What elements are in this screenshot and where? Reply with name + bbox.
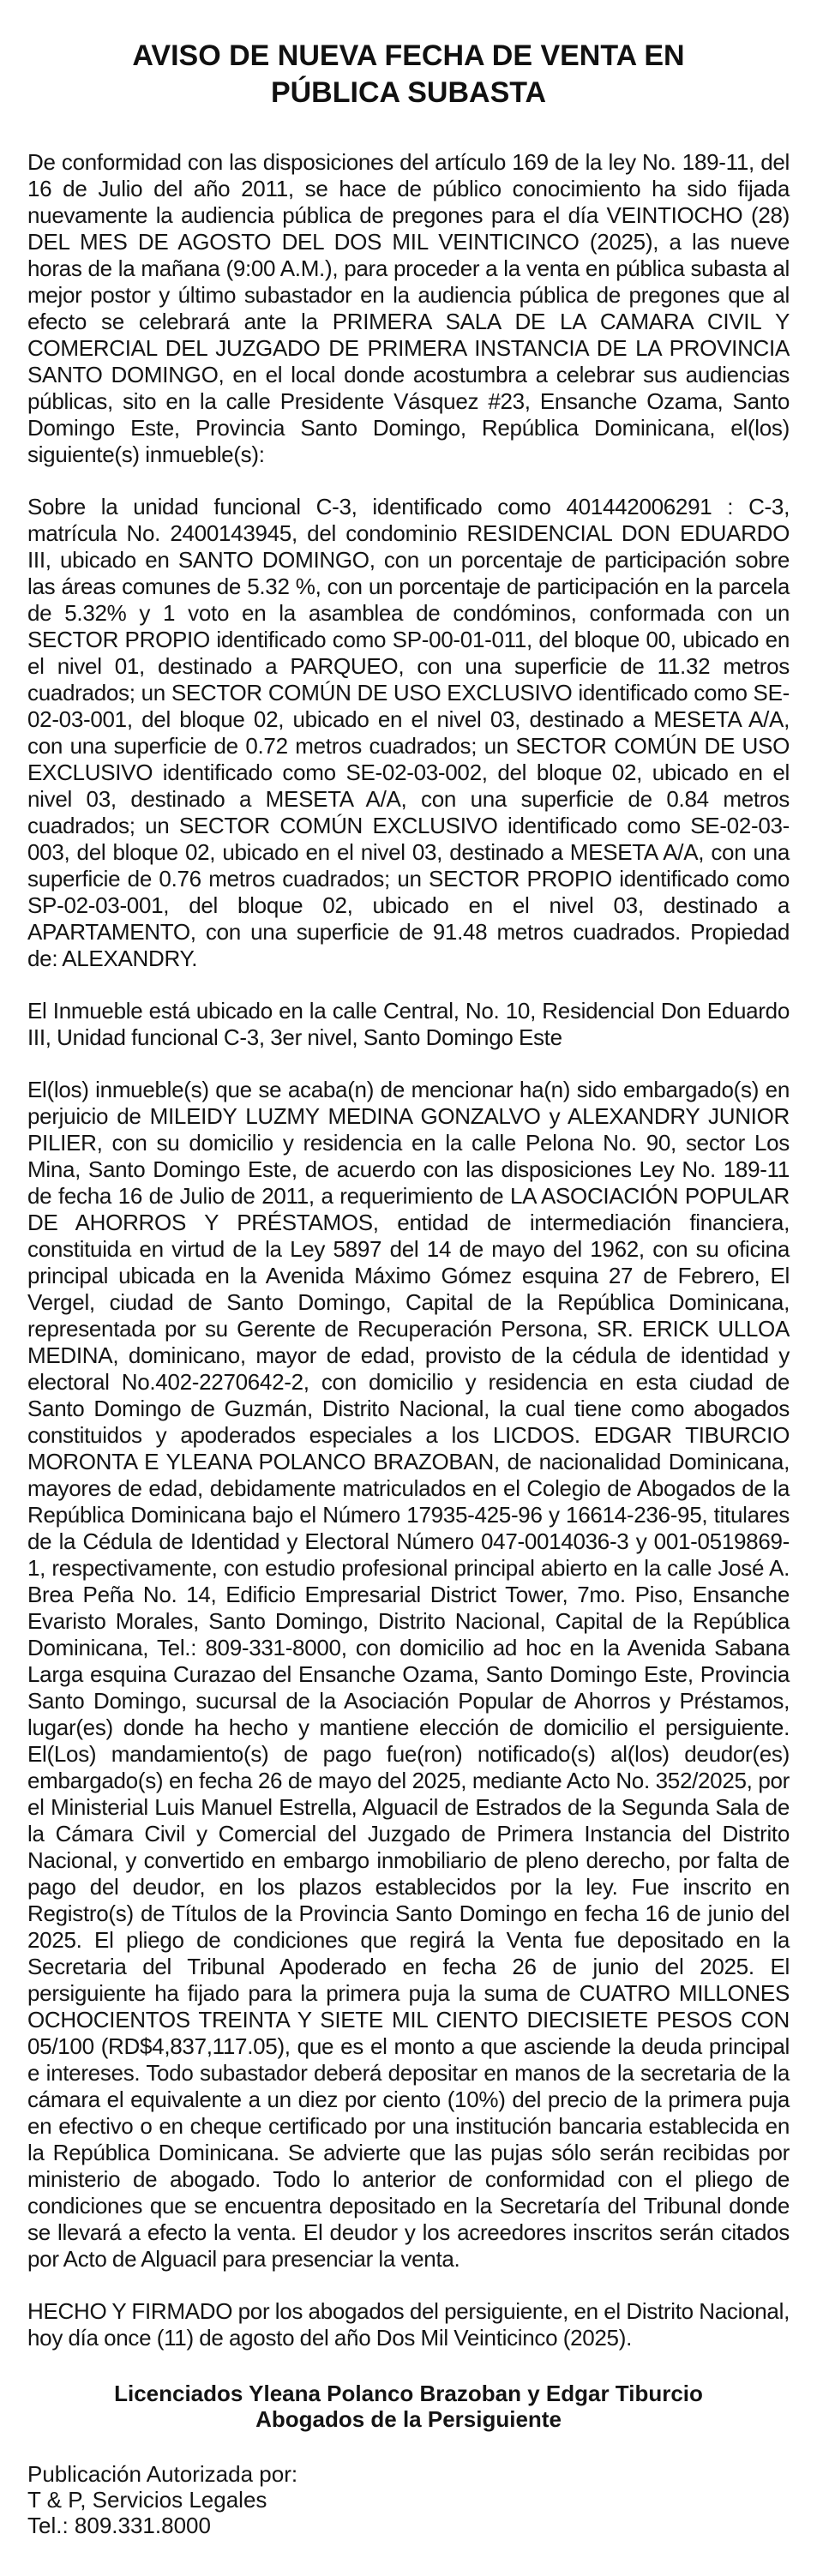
signature-role: Abogados de la Persiguiente (255, 2406, 562, 2432)
signature-names: Licenciados Yleana Polanco Brazoban y Edgar Tiburcio (114, 2381, 703, 2406)
intro-paragraph: De conformidad con las disposiciones del artículo 169 de la ley No. 189-11, del 16 de Julio del año 2011, se hace de público conocimiento ha sido fijada nuevamente la audiencia pública de pregones para el día VEINTIOCHO (28) DEL MES DE AGOSTO DEL DOS MIL VEINTICINCO (2025), a las nueve horas de la mañana (9:00 A.M.), para proceder a la venta en pública subasta al mejor postor y último subastador en la audiencia pública de pregones que al efecto se celebrará ante la PRIMERA SALA DE LA CAMARA CIVIL Y COMERCIAL DEL JUZGADO DE PRIMERA INSTANCIA DE LA PROVINCIA SANTO DOMINGO, en el local donde acostumbra a celebrar sus audiencias públicas, sito en la calle Presidente Vásquez #23, Ensanche Ozama, Santo Domingo Este, Provincia Santo Domingo, República Dominicana, el(los) siguiente(s) inmueble(s): (27, 149, 790, 467)
footer-firm-name: T & P, Servicios Legales (27, 2487, 267, 2513)
lawyers-signature (27, 2381, 790, 2432)
footer-phone: Tel.: 809.331.8000 (27, 2513, 211, 2538)
seizure-details-paragraph: El(los) inmueble(s) que se acaba(n) de mencionar ha(n) sido embargado(s) en perjuicio de MILEIDY LUZMY MEDINA GONZALVO y ALEXANDRY JUNIOR PILIER, con su domicilio y residencia en la calle Pelona No. 90, sector Los Mina, Santo Domingo Este, de acuerdo con las disposiciones Ley No. 189-11 de fecha 16 de Julio de 2011, a requerimiento de LA ASOCIACIÓN POPULAR DE AHORROS Y PRÉSTAMOS, entidad de intermediación financiera, constituida en virtud de la Ley 5897 del 14 de mayo del 1962, con su oficina principal ubicada en la Avenida Máximo Gómez esquina 27 de Febrero, El Vergel, ciudad de Santo Domingo, Capital de la República Dominicana, representada por su Gerente de Recuperación Persona, SR. ERICK ULLOA MEDINA, dominicano, mayor de edad, provisto de la cédula de identidad y electoral No.402-2270642-2, con domicilio y residencia en esta ciudad de Santo Domingo de Guzmán, Distrito Nacional, la cual tiene como abogados constituidos y apoderados especiales a los LICDOS. EDGAR TIBURCIO MORONTA E YLEANA POLANCO BRAZOBAN, de nacionalidad Dominicana, mayores de edad, debidamente matriculados en el Colegio de Abogados de la República Dominicana bajo el Número 17935-425-96 y 16614-236-95, titulares de la Cédula de Identidad y Electoral Número 047-0014036-3 y 001-0519869-1, respectivamente, con estudio profesional principal abierto en la calle José A. Brea Peña No. 14, Edificio Empresarial District Tower, 7mo. Piso, Ensanche Evaristo Morales, Santo Domingo, Distrito Nacional, Capital de la República Dominicana, Tel.: 809-331-8000, con domicilio ad hoc en la Avenida Sabana Larga esquina Curazao del Ensanche Ozama, Santo Domingo Este, Provincia Santo Domingo, sucursal de la Asociación Popular de Ahorros y Préstamos, lugar(es) donde ha hecho y mantiene elección de domicilio el persiguiente. El(Los) mandamiento(s) de pago fue(ron) notificado(s) al(los) deudor(es) embargado(s) en fecha 26 de mayo del 2025, mediante Acto No. 352/2025, por el Ministerial Luis Manuel Estrella, Alguacil de Estrados de la Segunda Sala de la Cámara Civil y Comercial del Juzgado de Primera Instancia del Distrito Nacional, y convertido en embargo inmobiliario de pleno derecho, por falta de pago del deudor, en los plazos establecidos por la ley. Fue inscrito en Registro(s) de Títulos de la Provincia Santo Domingo en fecha 16 de junio del 2025. El pliego de condiciones que regirá la Venta fue depositado en la Secretaria del Tribunal Apoderado en fecha 26 de junio del 2025. El persiguiente ha fijado para la primera puja la suma de CUATRO MILLONES OCHOCIENTOS TREINTA Y SIETE MIL CIENTO DIECISIETE PESOS CON 05/100 (RD$4,837,117.05), que es el monto a que asciende la deuda principal e intereses. Todo subastador deberá depositar en manos de la secretaria de la cámara el equivalente a un diez por ciento (10%) del precio de la primera puja en efectivo o en cheque certificado por una institución bancaria establecida en la República Dominicana. Se advierte que las pujas sólo serán recibidas por ministerio de abogado. Todo lo anterior de conformidad con el pliego de condiciones que se encuentra depositado en la Secretaría del Tribunal donde se llevará a efecto la venta. El deudor y los acreedores inscritos serán citados por Acto de Alguacil para presenciar la venta. (27, 1077, 790, 2272)
notice-title-line-2: PÚBLICA SUBASTA (270, 76, 547, 109)
property-location-paragraph: El Inmueble está ubicado en la calle Central, No. 10, Residencial Don Eduardo III, Unidad funcional C-3, 3er nivel, Santo Domingo Este (27, 998, 790, 1050)
footer-authorized-by: Publicación Autorizada por: (27, 2461, 298, 2487)
property-description-paragraph: Sobre la unidad funcional C-3, identificado como 401442006291 : C-3, matrícula No. 2400143945, del condominio RESIDENCIAL DON EDUARDO III, ubicado en SANTO DOMINGO, con un porcentaje de participación sobre las áreas comunes de 5.32 %, con un porcentaje de participación en la parcela de 5.32% y 1 voto en la asamblea de condóminos, conformada con un SECTOR PROPIO identificado como SP-00-01-011, del bloque 00, ubicado en el nivel 01, destinado a PARQUEO, con una superficie de 11.32 metros cuadrados; un SECTOR COMÚN DE USO EXCLUSIVO identificado como SE-02-03-001, del bloque 02, ubicado en el nivel 03, destinado a MESETA A/A, con una superficie de 0.72 metros cuadrados; un SECTOR COMÚN DE USO EXCLUSIVO identificado como SE-02-03-002, del bloque 02, ubicado en el nivel 03, destinado a MESETA A/A, con una superficie de 0.84 metros cuadrados; un SECTOR COMÚN EXCLUSIVO identificado como SE-02-03-003, del bloque 02, ubicado en el nivel 03, destinado a MESETA A/A, con una superficie de 0.76 metros cuadrados; un SECTOR PROPIO identificado como SP-02-03-001, del bloque 02, ubicado en el nivel 03, destinado a APARTAMENTO, con una superficie de 91.48 metros cuadrados. Propiedad de: ALEXANDRY. (27, 494, 790, 971)
notice-title-line-1: AVISO DE NUEVA FECHA DE VENTA EN (132, 39, 685, 72)
notice-title (27, 38, 790, 111)
signed-date-paragraph: HECHO Y FIRMADO por los abogados del persiguiente, en el Distrito Nacional, hoy día once (11) de agosto del año Dos Mil Veinticinco (2025). (27, 2298, 790, 2351)
publication-footer (27, 2461, 790, 2538)
